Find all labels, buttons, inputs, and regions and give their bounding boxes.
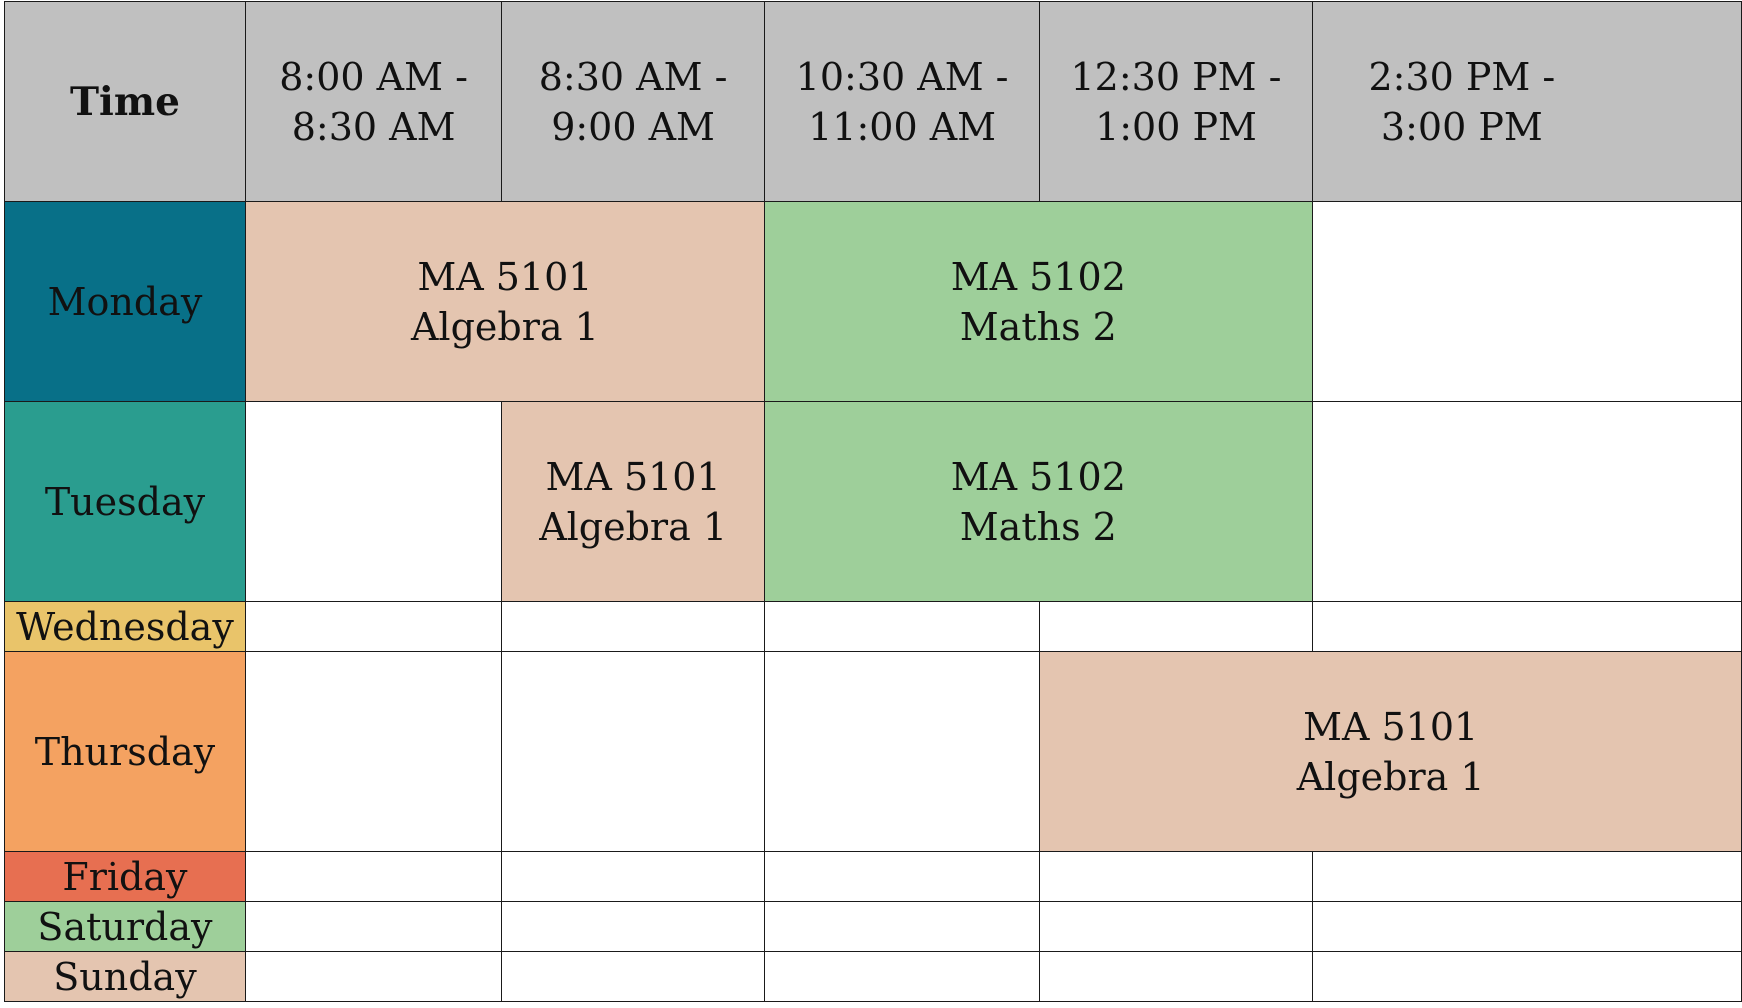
day-label-wednesday: Wednesday bbox=[5, 602, 246, 652]
empty-cell[interactable] bbox=[1040, 852, 1312, 902]
course-title: Maths 2 bbox=[959, 304, 1117, 349]
row-sunday bbox=[5, 952, 1742, 1002]
timetable bbox=[4, 1, 1742, 1002]
day-label-tuesday: Tuesday bbox=[5, 402, 246, 602]
class-block[interactable] bbox=[245, 202, 764, 402]
slot-header-2 bbox=[502, 2, 765, 202]
empty-cell[interactable] bbox=[1040, 952, 1312, 1002]
course-title: Algebra 1 bbox=[1296, 754, 1485, 799]
empty-cell[interactable] bbox=[245, 902, 501, 952]
empty-cell[interactable] bbox=[764, 652, 1039, 852]
class-block[interactable] bbox=[1040, 652, 1742, 852]
empty-cell[interactable] bbox=[1312, 852, 1741, 902]
empty-cell[interactable] bbox=[502, 852, 765, 902]
slot-end: 1:00 PM bbox=[1095, 104, 1257, 149]
empty-cell[interactable] bbox=[502, 652, 765, 852]
slot-header-1 bbox=[245, 2, 501, 202]
slot-end: 9:00 AM bbox=[551, 104, 715, 149]
slot-header-4 bbox=[1040, 2, 1312, 202]
empty-cell[interactable] bbox=[1312, 952, 1741, 1002]
slot-start: 8:00 AM - bbox=[279, 54, 468, 99]
empty-cell[interactable] bbox=[502, 602, 765, 652]
row-tuesday bbox=[5, 402, 1742, 602]
class-block[interactable] bbox=[764, 402, 1312, 602]
empty-cell[interactable] bbox=[1312, 602, 1741, 652]
course-title: Maths 2 bbox=[959, 504, 1117, 549]
empty-cell[interactable] bbox=[245, 852, 501, 902]
slot-header-3 bbox=[764, 2, 1039, 202]
row-wednesday bbox=[5, 602, 1742, 652]
slot-header-5 bbox=[1312, 2, 1741, 202]
header-row bbox=[5, 2, 1742, 202]
empty-cell[interactable] bbox=[764, 852, 1039, 902]
row-friday bbox=[5, 852, 1742, 902]
day-label-monday: Monday bbox=[5, 202, 246, 402]
empty-cell[interactable] bbox=[1040, 602, 1312, 652]
empty-cell[interactable] bbox=[1040, 902, 1312, 952]
row-saturday bbox=[5, 902, 1742, 952]
day-label-thursday: Thursday bbox=[5, 652, 246, 852]
empty-cell[interactable] bbox=[1312, 402, 1741, 602]
course-code: MA 5102 bbox=[950, 454, 1126, 499]
empty-cell[interactable] bbox=[1312, 202, 1741, 402]
slot-end: 8:30 AM bbox=[291, 104, 456, 149]
class-block[interactable] bbox=[764, 202, 1312, 402]
empty-cell[interactable] bbox=[1312, 902, 1741, 952]
slot-start: 10:30 AM - bbox=[795, 54, 1009, 99]
course-code: MA 5101 bbox=[1303, 704, 1479, 749]
row-thursday bbox=[5, 652, 1742, 852]
row-monday bbox=[5, 202, 1742, 402]
empty-cell[interactable] bbox=[502, 902, 765, 952]
time-header: Time bbox=[5, 2, 246, 202]
slot-start: 2:30 PM - bbox=[1368, 54, 1556, 99]
course-code: MA 5102 bbox=[950, 254, 1126, 299]
empty-cell[interactable] bbox=[764, 902, 1039, 952]
course-title: Algebra 1 bbox=[410, 304, 599, 349]
empty-cell[interactable] bbox=[245, 952, 501, 1002]
day-label-friday: Friday bbox=[5, 852, 246, 902]
slot-end: 11:00 AM bbox=[808, 104, 997, 149]
empty-cell[interactable] bbox=[764, 952, 1039, 1002]
day-label-saturday: Saturday bbox=[5, 902, 246, 952]
slot-start: 12:30 PM - bbox=[1070, 54, 1282, 99]
empty-cell[interactable] bbox=[245, 402, 501, 602]
empty-cell[interactable] bbox=[245, 602, 501, 652]
slot-end: 3:00 PM bbox=[1380, 104, 1543, 149]
day-label-sunday: Sunday bbox=[5, 952, 246, 1002]
course-title: Algebra 1 bbox=[539, 504, 727, 549]
class-block[interactable] bbox=[502, 402, 765, 602]
slot-start: 8:30 AM - bbox=[538, 54, 728, 99]
course-code: MA 5101 bbox=[545, 454, 721, 499]
empty-cell[interactable] bbox=[764, 602, 1039, 652]
empty-cell[interactable] bbox=[245, 652, 501, 852]
empty-cell[interactable] bbox=[502, 952, 765, 1002]
course-code: MA 5101 bbox=[417, 254, 593, 299]
